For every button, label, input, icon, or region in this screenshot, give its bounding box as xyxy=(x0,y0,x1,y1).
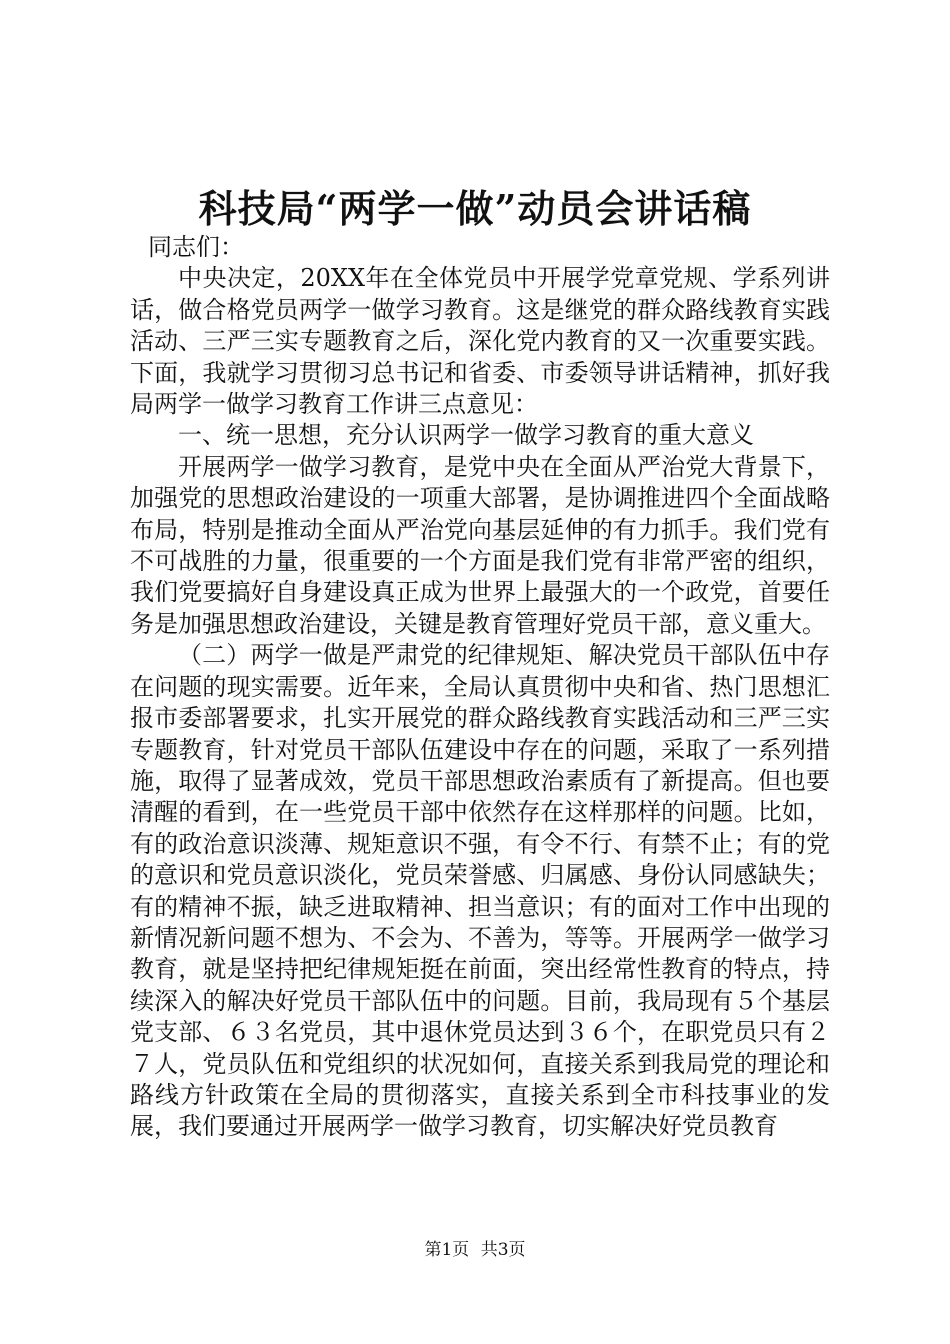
document-body xyxy=(130,232,830,1143)
greeting: 同志们： xyxy=(148,233,244,261)
paragraph-discipline: （二）两学一做是严肃党的纪律规矩、解决党员干部队伍中存在问题的现实需要。近年来，全局认真贯彻中央和省、热门思想汇报市委部署要求，扎实开展党的群众路线教育实践活动和三严三实专题教育，针对党员干部队伍建设中存在的问题，采取了一系列措施，取得了显著成效，党员干部思想政治素质有了新提高。但也要清醒的看到，在一些党员干部中依然存在这样那样的问题。比如，有的政治意识淡薄、规矩意识不强，有令不行、有禁不止；有的党的意识和党员意识淡化，党员荣誉感、归属感、身份认同感缺失；有的精神不振，缺乏进取精神、担当意识；有的面对工作中出现的新情况新问题不想为、不会为、不善为，等等。开展两学一做学习教育，就是坚持把纪律规矩挺在前面，突出经常性教育的特点，持续深入的解决好党员干部队伍中的问题。目前，我局现有５个基层党支部、６３名党员，其中退休党员达到３６个，在职党员只有２７人，党员队伍和党组织的状况如何，直接关系到我局党的理论和路线方针政策在全局的贯彻落实，直接关系到全市科技事业的发展，我们要通过开展两学一做学习教育，切实解决好党员教育 xyxy=(130,641,830,1141)
paragraph-significance: 开展两学一做学习教育，是党中央在全面从严治党大背景下，加强党的思想政治建设的一项重大部署，是协调推进四个全面战略布局，特别是推动全面从严治党向基层延伸的有力抓手。我们党有不可战胜的力量，很重要的一个方面是我们党有非常严密的组织，我们党要搞好自身建设真正成为世界上最强大的一个政党，首要任务是加强思想政治建设，关键是教育管理好党员干部，意义重大。 xyxy=(130,452,830,638)
page-number: 第1页 xyxy=(424,1240,470,1260)
page-total: 共3页 xyxy=(480,1240,526,1260)
paragraph-intro: 中央决定，20XX年在全体党员中开展学党章党规、学系列讲话，做合格党员两学一做学习教育。这是继党的群众路线教育实践活动、三严三实专题教育之后，深化党内教育的又一次重要实践。下面，我就学习贯彻习总书记和省委、市委领导讲话精神，抓好我局两学一做学习教育工作讲三点意见： xyxy=(130,264,830,419)
page-footer xyxy=(0,1238,950,1262)
section-heading-1: 一、统一思想，充分认识两学一做学习教育的重大意义 xyxy=(178,421,754,450)
document-title: 科技局“两学一做”动员会讲话稿 xyxy=(198,186,752,231)
